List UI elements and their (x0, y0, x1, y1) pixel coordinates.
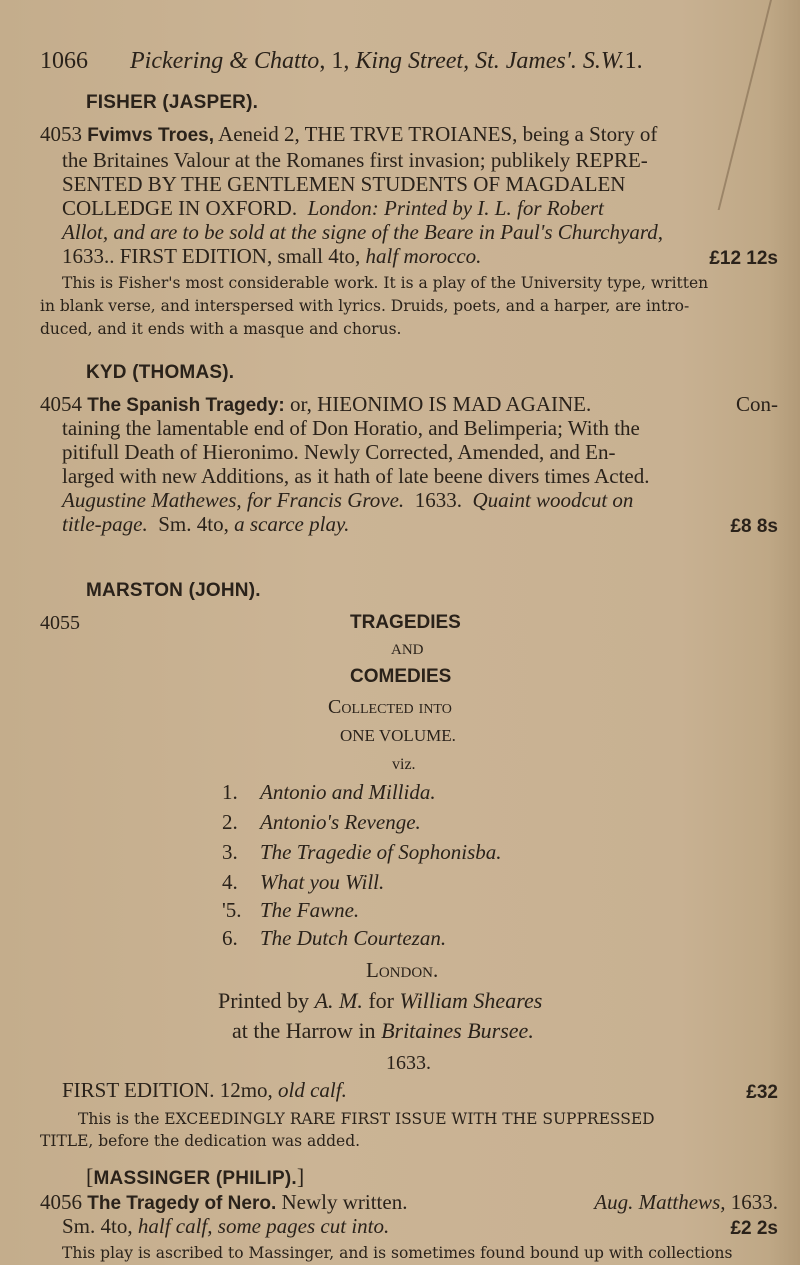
play-title: The Fawne. (260, 898, 360, 922)
author-heading-fisher: FISHER (JASPER). (86, 92, 259, 113)
entry-text: Newly written. (276, 1190, 408, 1214)
year-text: 1633. (725, 1190, 778, 1214)
entry-4054-line-5 (62, 488, 633, 513)
entry-4056-line-2 (62, 1214, 389, 1239)
imprint-text: Augustine Mathewes, for Francis Grove. (62, 488, 405, 512)
address-separator: , 1, (319, 48, 356, 74)
edition-text: 1633.. FIRST EDITION, small 4to, (62, 244, 361, 268)
lot-title: The Spanish Tragedy: (87, 395, 285, 416)
description-text: title-page. (62, 512, 148, 536)
play-list-item (222, 840, 502, 865)
lot-number-4055: 4055 (40, 612, 80, 634)
title-page-and: AND (391, 642, 424, 658)
author-name: MASSINGER (PHILIP). (93, 1168, 297, 1189)
description-text: a scarce play. (234, 512, 350, 536)
printer-text: for (368, 988, 394, 1013)
bookseller-name: William Sheares (399, 988, 543, 1013)
price-4053: £12 12s (709, 248, 778, 269)
play-number: 4. (222, 870, 238, 894)
note-4055-line-1: This is the EXCEEDINGLY RARE FIRST ISSUE WITH THE SUPPRESSED (78, 1110, 655, 1128)
location-name: Britaines Bursee. (381, 1018, 534, 1043)
note-4053-line-1: This is Fisher's most considerable work. It is a play of the University type, written (62, 274, 709, 292)
play-number: 3. (222, 840, 238, 864)
title-page-viz: viz. (392, 756, 416, 773)
entry-4054-line-3: pitifull Death of Hieronimo. Newly Corrected, Amended, and En- (62, 440, 616, 464)
bracket-open: [ (86, 1164, 94, 1189)
note-4053-line-2: in blank verse, and interspersed with lyrics. Druids, poets, and a harper, are intro- (40, 297, 690, 315)
play-number: 6. (222, 926, 238, 950)
location-text: at the Harrow in (232, 1018, 376, 1043)
note-4053-line-3: duced, and it ends with a masque and chorus. (40, 320, 402, 338)
entry-4056-imprint (594, 1190, 778, 1215)
running-head (40, 48, 643, 75)
note-4055-line-2: TITLE, before the dedication was added. (40, 1132, 361, 1150)
lot-number: 4053 (40, 122, 82, 146)
entry-4055-edition (62, 1078, 347, 1103)
year-text: 1633. (414, 488, 462, 512)
price-4054: £8 8s (730, 516, 778, 537)
lot-number: 4056 (40, 1190, 82, 1214)
binding-text: half morocco. (365, 244, 482, 268)
binding-text: half calf, some pages cut into. (137, 1214, 390, 1238)
entry-4054-line-4: larged with new Additions, as it hath of late beene divers times Acted. (62, 464, 650, 488)
price-4056: £2 2s (730, 1218, 778, 1239)
edition-text: FIRST EDITION. 12mo, (62, 1078, 273, 1102)
entry-text: COLLEDGE IN OXFORD. (62, 196, 298, 220)
page-number: 1066 (40, 48, 88, 74)
title-page-comedies: COMEDIES (350, 666, 452, 687)
bracket-close: ] (296, 1164, 305, 1189)
play-list-item (222, 926, 446, 951)
title-page-volume: ONE VOLUME. (340, 726, 456, 745)
format-text: Sm. 4to, (62, 1214, 133, 1238)
entry-4054-line-1 (40, 392, 591, 417)
entry-4056-line-1 (40, 1190, 407, 1215)
entry-4053-line-5: Allot, and are to be sold at the signe of the Beare in Paul's Churchyard, (62, 220, 663, 244)
title-page-collected: Collected into (328, 696, 452, 718)
format-text: Sm. 4to, (158, 512, 229, 536)
play-title: The Tragedie of Sophonisba. (260, 840, 502, 864)
play-list-item (222, 810, 421, 835)
entry-4054-line-2: taining the lamentable end of Don Horatio, and Belimperia; With the (62, 416, 640, 440)
play-list-item (222, 780, 436, 805)
entry-4053-line-2: the Britaines Valour at the Romanes first invasion; publikely REPRE- (62, 148, 648, 172)
lot-number: 4054 (40, 392, 82, 416)
binding-text: old calf. (278, 1078, 347, 1102)
title-page-printer (218, 988, 542, 1014)
play-number: '5. (222, 898, 242, 922)
printer-text: Printed by (218, 988, 310, 1013)
entry-4053-line-3: SENTED BY THE GENTLEMEN STUDENTS OF MAGDALEN (62, 172, 626, 196)
entry-text: Aeneid 2, THE TRVE TROIANES, being a Story of (213, 122, 658, 146)
note-4056-line-1: This play is ascribed to Massinger, and is sometimes found bound up with collections (62, 1244, 733, 1262)
play-number: 2. (222, 810, 238, 834)
lot-title: The Tragedy of Nero. (87, 1193, 277, 1214)
play-number: 1. (222, 780, 238, 804)
title-page-year: 1633. (386, 1052, 431, 1074)
title-page-london: London. (366, 958, 439, 982)
price-4055: £32 (746, 1082, 778, 1103)
play-list-item (222, 898, 359, 923)
play-title: Antonio and Millida. (260, 780, 436, 804)
entry-4053-line-6 (62, 244, 481, 269)
entry-4053-line-4 (62, 196, 604, 221)
imprint-text: Aug. Matthews, (594, 1190, 726, 1214)
author-heading-massinger (86, 1164, 304, 1190)
page-fold-line (718, 0, 772, 210)
play-title: What you Will. (260, 870, 385, 894)
entry-4054-hyphen-end: Con- (736, 392, 778, 416)
publisher-name: Pickering & Chatto (130, 48, 320, 74)
author-heading-kyd: KYD (THOMAS). (86, 362, 235, 383)
printer-initials: A. M. (314, 988, 363, 1013)
play-title: The Dutch Courtezan. (260, 926, 447, 950)
entry-4054-line-6 (62, 512, 349, 537)
address-street: King Street, St. James'. S.W. (355, 48, 625, 74)
entry-text: or, HIEONIMO IS MAD AGAINE. (284, 392, 592, 416)
play-list-item (222, 870, 384, 895)
entry-4053-line-1 (40, 122, 778, 147)
imprint-text: London: Printed by I. L. for Robert (307, 196, 604, 220)
author-heading-marston: MARSTON (JOHN). (86, 580, 261, 601)
description-text: Quaint woodcut on (472, 488, 634, 512)
title-page-harrow (232, 1018, 534, 1044)
lot-title: Fvimvs Troes, (87, 125, 214, 146)
address-tail: 1. (624, 48, 643, 74)
play-title: Antonio's Revenge. (260, 810, 421, 834)
title-page-tragedies: TRAGEDIES (350, 612, 461, 633)
